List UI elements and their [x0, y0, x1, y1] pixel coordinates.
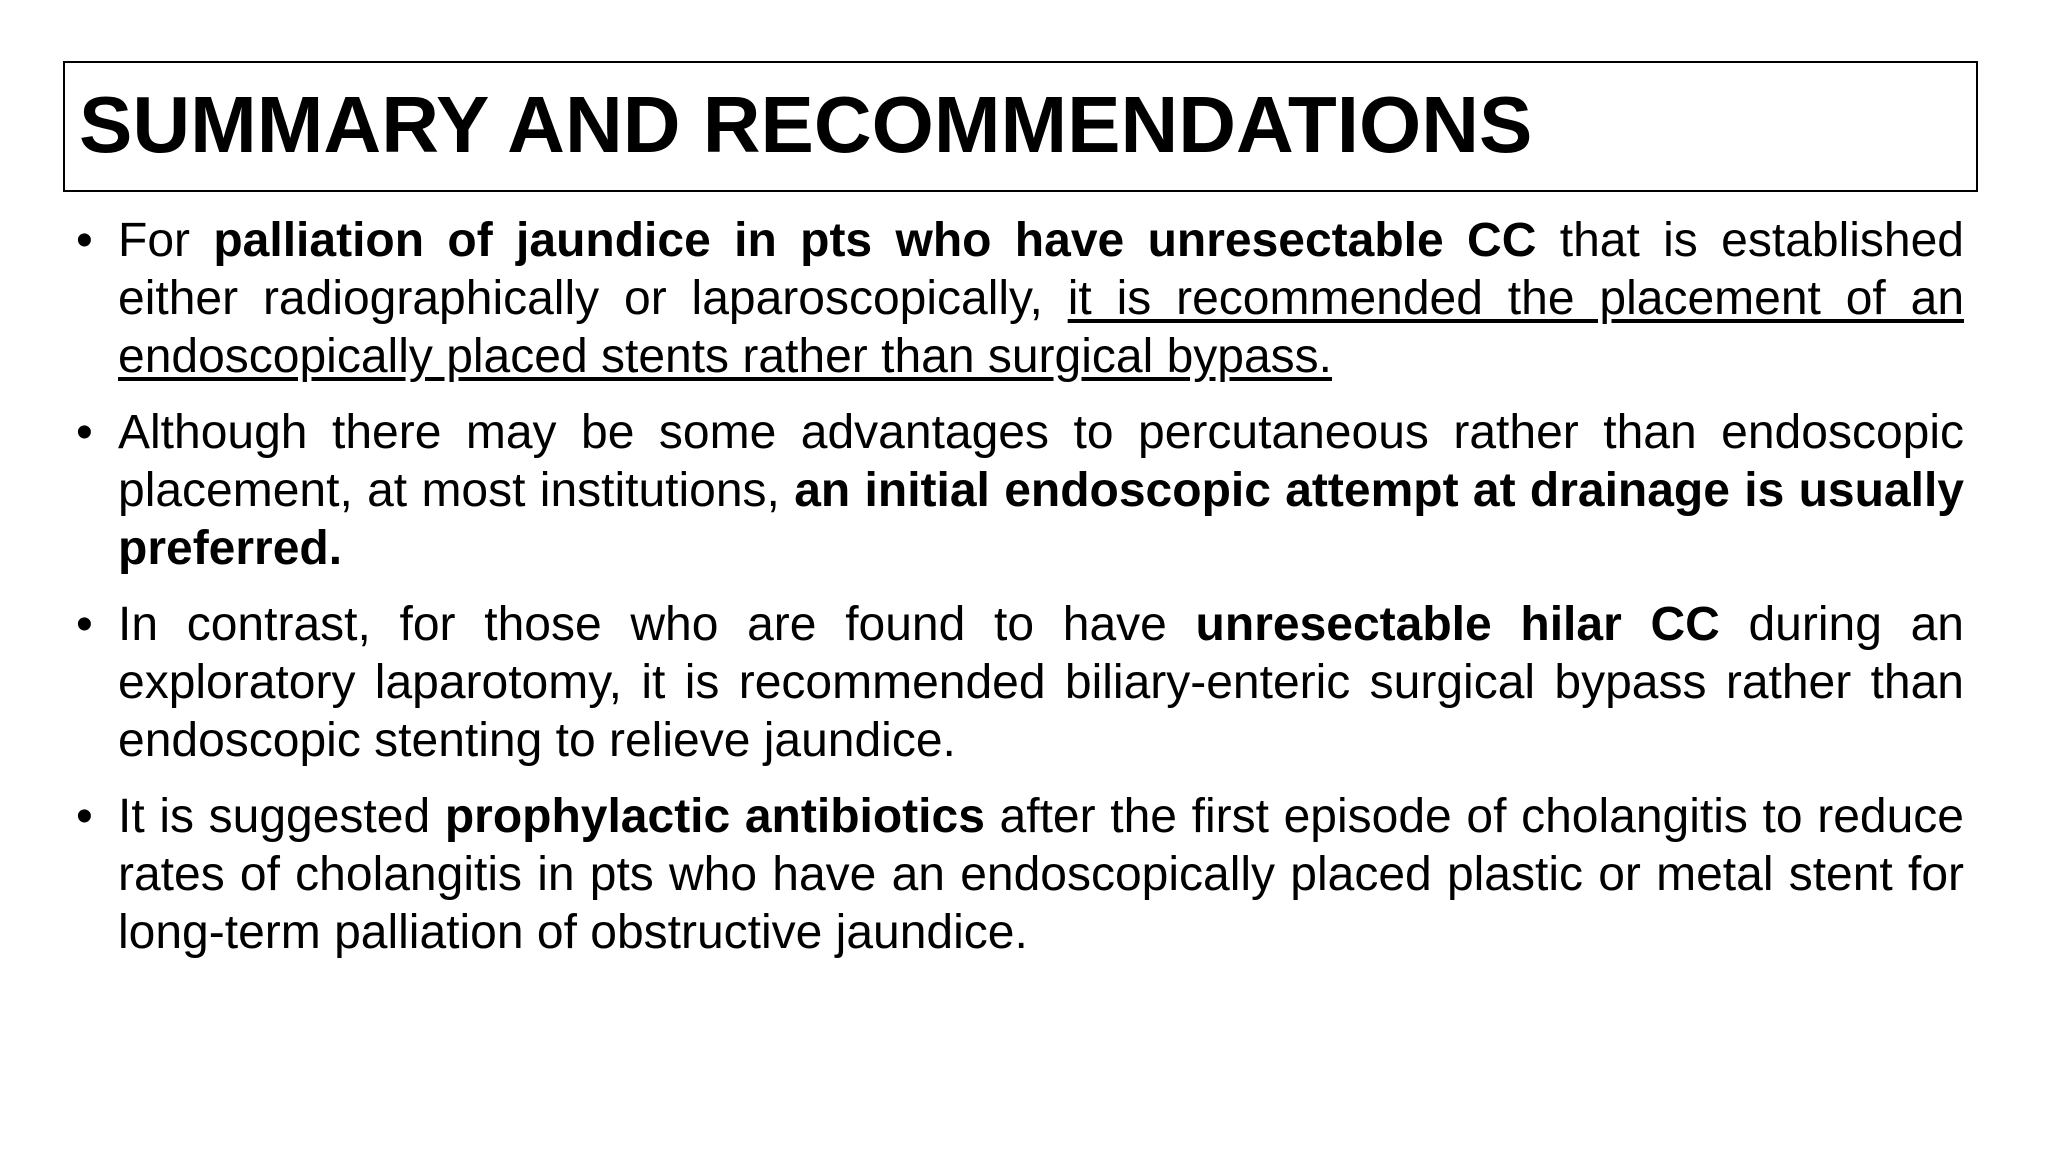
title-box: [63, 61, 1978, 192]
bullet-item: [76, 788, 1964, 962]
bullet-item: [76, 212, 1964, 386]
bullet-item: [76, 404, 1964, 578]
bullet-text-bold: palliation of jaundice in pts who have unresectable CC: [213, 214, 1537, 267]
bullet-item: [76, 596, 1964, 770]
bullet-text-bold: an initial endoscopic attempt at drainage is usually preferred.: [118, 464, 1964, 575]
bullet-text-run: during an exploratory laparotomy, it is recommended biliary-enteric surgical bypass rather than endoscopic stenting to relieve jaundice.: [118, 598, 1965, 767]
bullet-text-bold: prophylactic antibiotics: [444, 790, 985, 843]
bullet-dot-icon: •: [76, 598, 93, 651]
bullet-text-run: In contrast, for those who are found to have: [118, 598, 1196, 651]
bullet-dot-icon: •: [76, 406, 93, 459]
bullet-dot-icon: •: [76, 214, 93, 267]
slide-title: SUMMARY AND RECOMMENDATIONS: [79, 80, 1533, 169]
bullet-text-bold: unresectable hilar CC: [1195, 598, 1720, 651]
bullet-list: [76, 212, 1964, 980]
bullet-text-run: after the first episode of cholangitis to reduce rates of cholangitis in pts who have an endoscopically placed plastic or metal stent for long-term palliation of obstructive jaundice.: [118, 790, 1964, 959]
bullet-text-underlined: it is recommended the placement of an endoscopically placed stents rather than surgical bypass.: [118, 272, 1965, 383]
bullet-text-run: For: [118, 214, 214, 267]
bullet-text-run: It is suggested: [118, 790, 445, 843]
bullet-text-run: Although there may be some advantages to percutaneous rather than endoscopic placement, at most institutions,: [118, 406, 1964, 517]
bullet-dot-icon: •: [76, 790, 93, 843]
bullet-text-run: that is established either radiographically or laparoscopically,: [118, 214, 1964, 325]
